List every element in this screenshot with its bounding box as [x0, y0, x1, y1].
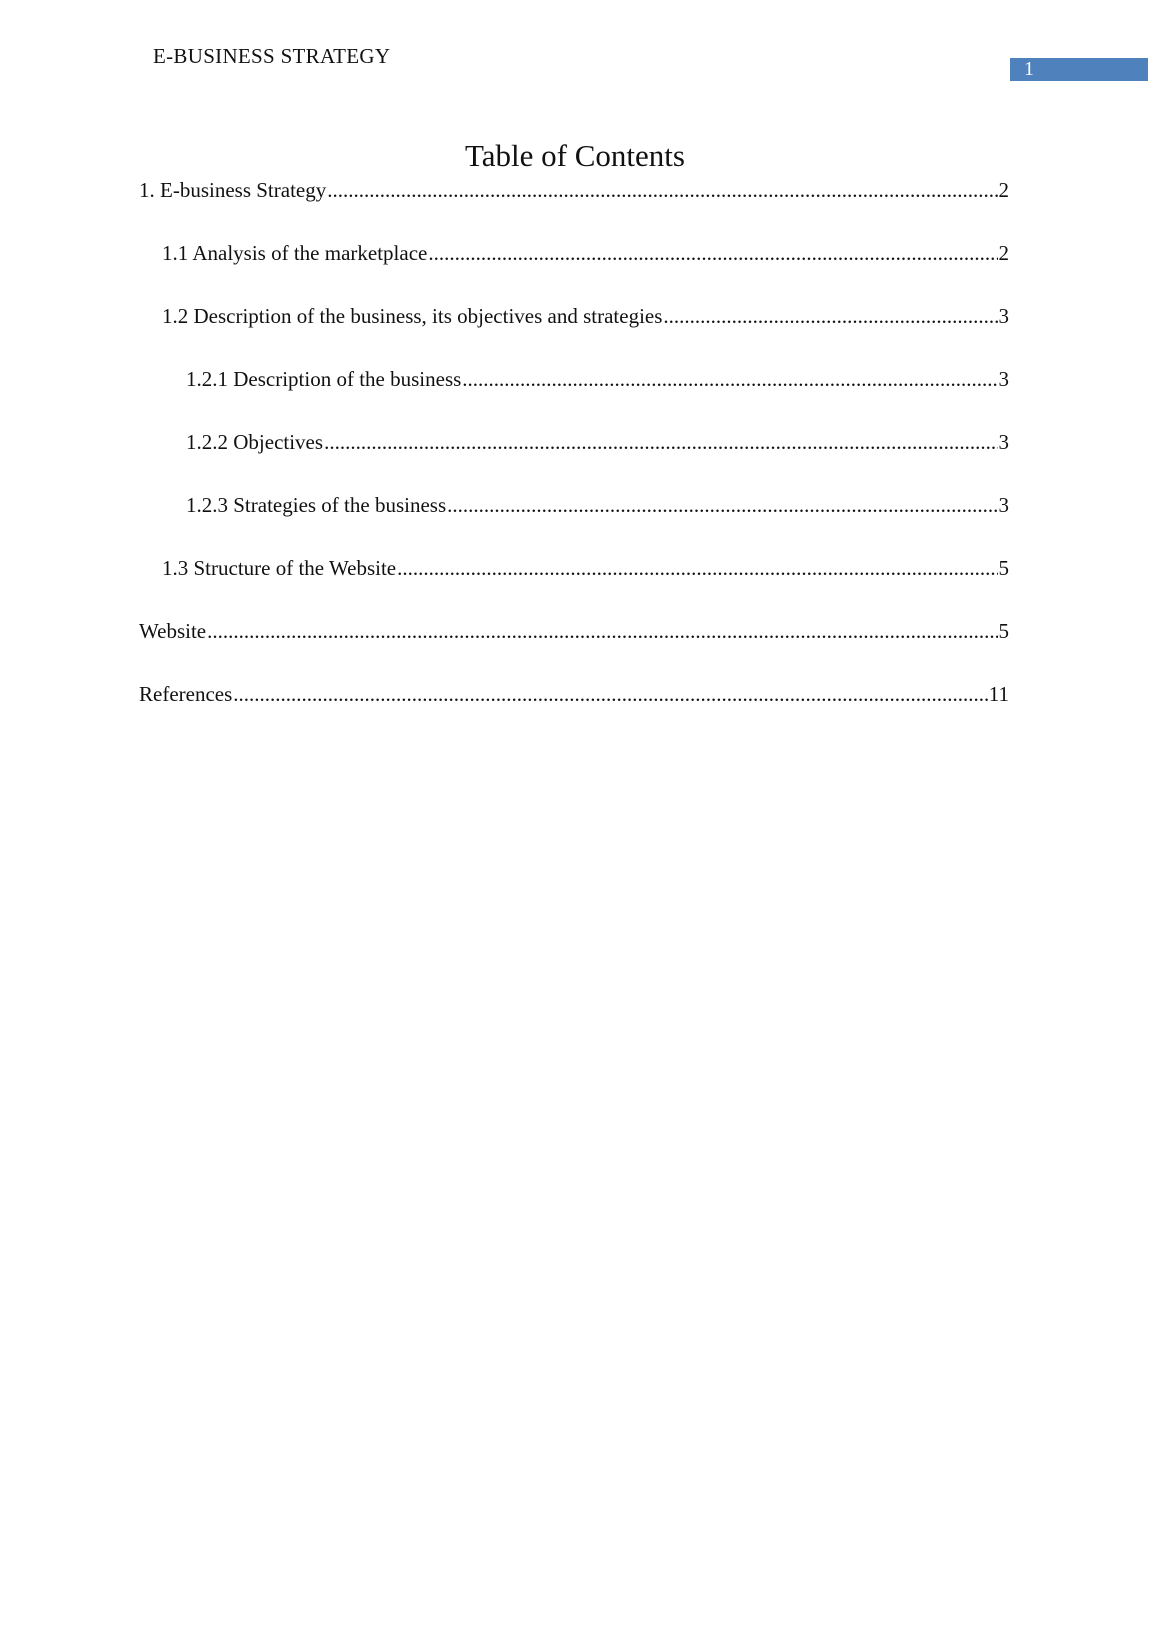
- toc-entry[interactable]: [162, 240, 1009, 266]
- running-header-title: E-BUSINESS STRATEGY: [153, 44, 391, 68]
- toc-leader-dots: [663, 303, 997, 329]
- toc-entry-page: 3: [998, 367, 1009, 391]
- toc-entry-page: 5: [998, 556, 1009, 580]
- toc-leader-dots: [397, 555, 997, 581]
- toc-entry-page: 11: [988, 682, 1009, 706]
- toc-entry[interactable]: [186, 366, 1009, 392]
- toc-entry-label: 1.2 Description of the business, its objectives and strategies: [162, 304, 663, 328]
- toc-entry-page: 3: [998, 430, 1009, 454]
- toc-entry-page: 2: [998, 178, 1009, 202]
- toc-leader-dots: [327, 177, 997, 203]
- toc-entry-label: 1.2.2 Objectives: [186, 430, 324, 454]
- toc-leader-dots: [233, 681, 987, 707]
- toc-entry-label: 1.3 Structure of the Website: [162, 556, 397, 580]
- toc-entry[interactable]: [162, 303, 1009, 329]
- toc-entry[interactable]: [139, 618, 1009, 644]
- toc-entry-page: 2: [998, 241, 1009, 265]
- page-number: 1: [1024, 58, 1034, 80]
- toc-entry[interactable]: [186, 492, 1009, 518]
- toc-entry[interactable]: [139, 177, 1009, 203]
- toc-entry-label: 1.1 Analysis of the marketplace: [162, 241, 428, 265]
- toc-entry-label: Website: [139, 619, 207, 643]
- toc-entry-page: 5: [998, 619, 1009, 643]
- toc-entry[interactable]: [162, 555, 1009, 581]
- toc-entry[interactable]: [139, 681, 1009, 707]
- toc-leader-dots: [207, 618, 997, 644]
- toc-entry-label: 1. E-business Strategy: [139, 178, 327, 202]
- toc-entry-label: 1.2.3 Strategies of the business: [186, 493, 447, 517]
- toc-entry-label: 1.2.1 Description of the business: [186, 367, 462, 391]
- toc-entry-label: References: [139, 682, 233, 706]
- toc-leader-dots: [462, 366, 997, 392]
- toc-entry-page: 3: [998, 304, 1009, 328]
- toc-heading: Table of Contents: [465, 138, 685, 173]
- toc-leader-dots: [447, 492, 997, 518]
- toc-entry-page: 3: [998, 493, 1009, 517]
- toc-leader-dots: [428, 240, 997, 266]
- toc-leader-dots: [324, 429, 997, 455]
- toc-entry[interactable]: [186, 429, 1009, 455]
